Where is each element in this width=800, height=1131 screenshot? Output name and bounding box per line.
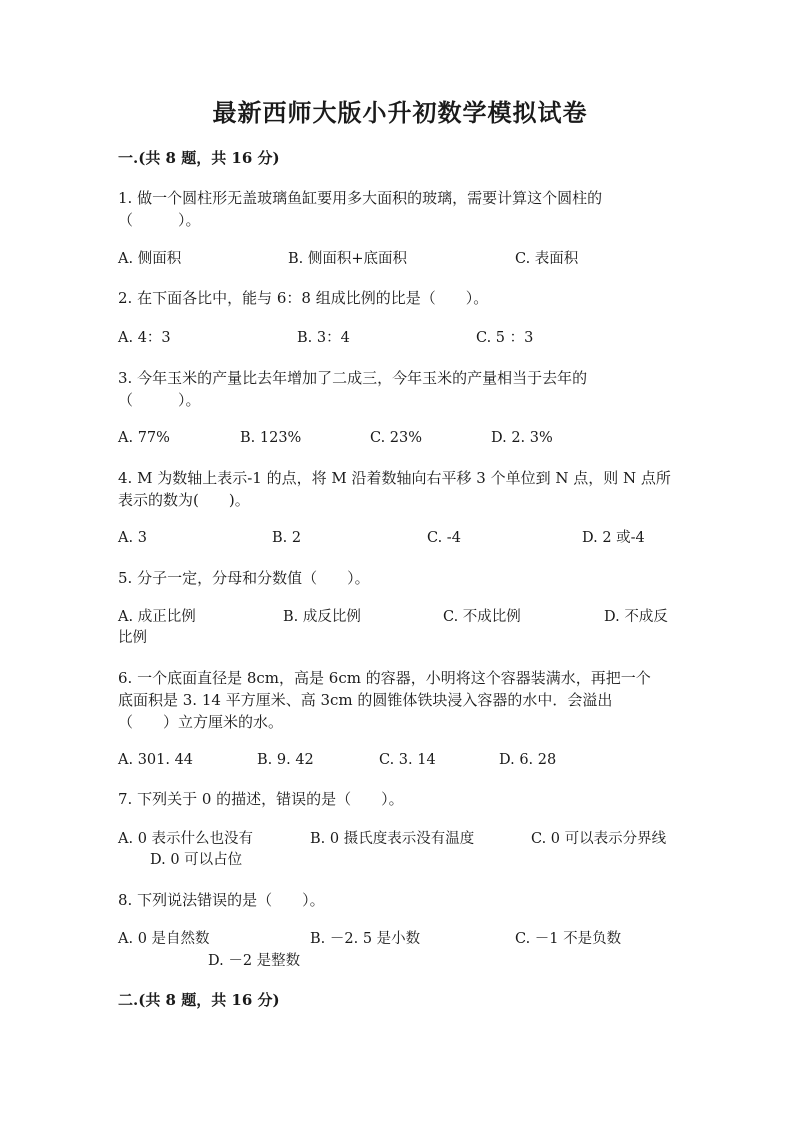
option-8d: D. －2 是整数 [208,953,301,969]
question-text-line: 8. 下列说法错误的是（ ）。 [118,891,325,909]
option-6a: A. 301. 44 [118,752,194,768]
option-7d: D. 0 可以占位 [150,852,243,868]
question-6 [118,667,678,733]
option-1b: B. 侧面积+底面积 [288,251,408,267]
option-2c: C. 5 ：3 [476,330,534,346]
question-text-line: 4. M 为数轴上表示-1 的点，将 M 沿着数轴向右平移 3 个单位到 N 点，则 N 点所 [118,469,671,487]
option-4d: D. 2 或-4 [582,530,645,546]
option-1a: A. 侧面积 [118,251,182,267]
section-heading-1: 一.(共 8 题，共 16 分) [118,149,280,167]
question-text-line: 5. 分子一定，分母和分数值（ ）。 [118,569,370,587]
option-6d: D. 6. 28 [499,752,557,768]
option-3d: D. 2. 3% [491,430,553,446]
question-4 [118,467,678,511]
option-5a: A. 成正比例 [118,609,196,625]
question-text-line: （ ）。 [118,211,201,229]
option-6b: B. 9. 42 [257,752,314,768]
question-text-line: 2. 在下面各比中，能与 6：8 组成比例的比是（ ）。 [118,289,489,307]
option-4a: A. 3 [118,530,147,546]
option-6c: C. 3. 14 [379,752,436,768]
section-heading-2: 二.(共 8 题，共 16 分) [118,991,280,1009]
option-8b: B. －2. 5 是小数 [310,931,421,947]
option-1c: C. 表面积 [515,251,579,267]
option-3b: B. 123% [240,430,302,446]
question-text-line: （ ）立方厘米的水。 [118,713,284,731]
option-7c: C. 0 可以表示分界线 [531,831,667,847]
page-title: 最新西师大版小升初数学模拟试卷 [212,98,588,127]
question-2 [118,287,678,309]
question-1 [118,187,678,231]
question-5 [118,567,678,589]
option-8a: A. 0 是自然数 [118,931,210,947]
option-5d-wrap: 比例 [118,630,147,646]
question-text-line: 7. 下列关于 0 的描述，错误的是（ ）。 [118,790,404,808]
question-7 [118,788,678,810]
question-3 [118,367,678,411]
question-text-line: 3. 今年玉米的产量比去年增加了二成三，今年玉米的产量相当于去年的 [118,369,588,387]
option-5c: C. 不成比例 [443,609,521,625]
option-3a: A. 77% [118,430,170,446]
option-3c: C. 23% [370,430,423,446]
question-text-line: 1. 做一个圆柱形无盖玻璃鱼缸要用多大面积的玻璃，需要计算这个圆柱的 [118,189,603,207]
question-text-line: 6. 一个底面直径是 8cm，高是 6cm 的容器，小明将这个容器装满水，再把一个 [118,669,651,687]
question-text-line: （ ）。 [118,391,201,409]
option-4c: C. -4 [427,530,461,546]
question-text-line: 表示的数为( )。 [118,491,250,509]
option-5d: D. 不成反 [604,609,668,625]
option-8c: C. －1 不是负数 [515,931,622,947]
option-2b: B. 3：4 [297,330,350,346]
option-4b: B. 2 [272,530,302,546]
option-2a: A. 4：3 [118,330,171,346]
option-7a: A. 0 表示什么也没有 [118,831,254,847]
option-5b: B. 成反比例 [283,609,361,625]
question-8 [118,889,678,911]
option-7b: B. 0 摄氏度表示没有温度 [310,831,475,847]
question-text-line: 底面积是 3. 14 平方厘米、高 3cm 的圆锥体铁块浸入容器的水中．会溢出 [118,691,613,709]
